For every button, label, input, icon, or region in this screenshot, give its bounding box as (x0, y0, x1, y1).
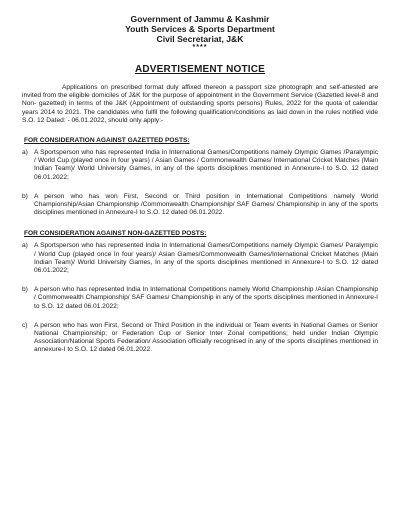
item-text: A Sportsperson who has represented India In International Games/Competitions namely Olympic Games/ Paralympic / World Cup (played once In four years)/ Asian Games/Commonwealth Games/International Cricket Matches (Main Indian Team)/ World University Games, In any of the sports disciplines mentioned in Annexure-I to S.O. 12 dated 06.01.2022; (34, 242, 378, 275)
header-secretariat: Civil Secretariat, J&K (156, 34, 244, 44)
item-text: A person who has represented India In International Competitions namely World Championship /Asian Championship / Commonwealth Championship/ SAF Games/ Championship in any of the sports disciplines mentioned in Annexure-I to S.O. 12 dated 06.01.2022; (34, 286, 378, 310)
gazetted-section (22, 137, 378, 217)
gazetted-heading: FOR CONSIDERATION AGAINST GAZETTED POSTS: (24, 137, 190, 145)
item-marker: b) (22, 286, 28, 294)
non-gazetted-heading: FOR CONSIDERATION AGAINST NON-GAZETTED POSTS: (24, 230, 207, 238)
item-marker: c) (22, 321, 28, 329)
item-text: A person who has won First, Second or Third position in International Competitions namely World Championship/Asian Championship /Commonwealth Championship/ SAF Games/ Championship in any of the sports disciplines mentioned in Annexure-I to S.O. 12 dated 06.01.2022. (34, 192, 378, 217)
item-marker: a) (22, 242, 28, 250)
intro-paragraph: Applications on prescribed format duly affixed thereon a passport size photograph and self-attested are invited from the eligible domiciles of J&K for the purpose of appointment in the Government Service (Gazetted level-8 and Non- gazetted) in terms of the J&K (Appointment of outstanding sports persons) Rules, 2022 for the quota of calendar years 2014 to 2021. The candidates who fulfil the following qualification/conditions as laid down in the rules notified vide S.O. 12 Dated: - 06.01.2022, should only apply:- (22, 84, 378, 124)
document-header (22, 14, 378, 52)
header-department: Youth Services & Sports Department (125, 24, 275, 34)
notice-title: ADVERTISEMENT NOTICE (134, 64, 266, 75)
non-gazetted-item-c (22, 322, 378, 355)
gazetted-item-b (22, 193, 378, 218)
item-marker: b) (22, 192, 28, 200)
item-text: A person who has won First, Second or Third Position in the individual or Team events in National Games or Senior National Championship; or Federation Cup or Senior Inter Zonal competitions; held under Indian Olympic Association/National Sports Federation/ Association officially recognised in any of the sports disciplines mentioned in annexure-I to S.O. 12 dated 06.01.2022. (34, 321, 378, 354)
item-text: A Sportsperson who has represented India in International Games/Competitions namely Olympic Games /Paralympic / World Cup (played once in four years) / Asian Games / Commonwealth Games/ International Cricket Matches (Main Indian Team)/ World University Games, in any of the sports disciplines mentioned in Annexure-I to S.O. 12 dated 06.01.2022; (34, 149, 378, 181)
header-government: Government of Jammu & Kashmir (130, 14, 270, 24)
non-gazetted-item-a (22, 242, 378, 275)
header-stars: **** (192, 44, 208, 51)
item-marker: a) (22, 149, 28, 157)
non-gazetted-section (22, 230, 378, 354)
non-gazetted-item-b (22, 286, 378, 311)
gazetted-item-a (22, 149, 378, 182)
